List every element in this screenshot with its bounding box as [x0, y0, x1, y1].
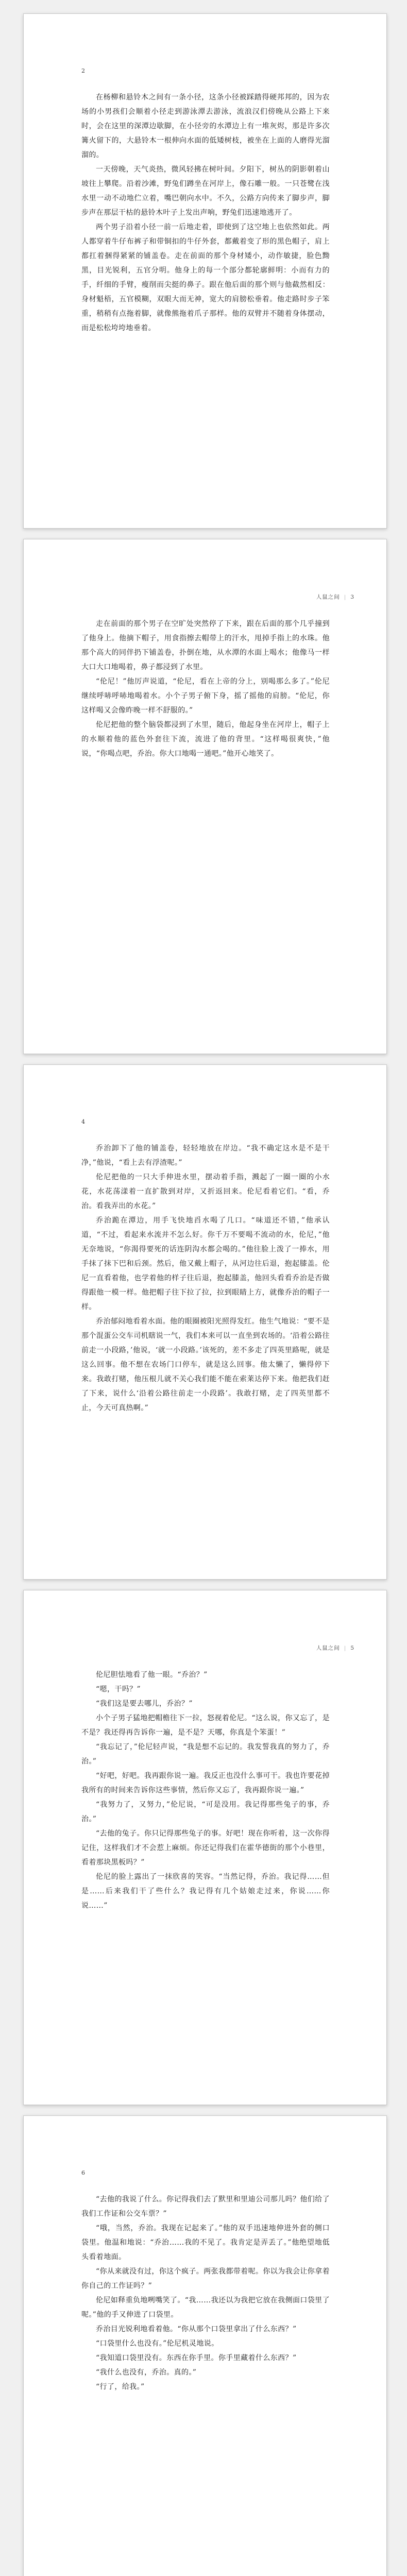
paragraph: 一天傍晚，天气炎热，微风轻拂在树叶间。夕阳下，树丛的阴影朝着山坡往上攀爬。沿着沙滩，野兔们蹲坐在河岸上，像石雕一般。一只苍鹭在浅水里一动不动地伫立着，嘴巴朝向水中。不久，公路方向传来了脚步声，脚步声在那层干枯的悬铃木叶子上发出声响，野兔们迅速地逃开了。: [81, 165, 330, 217]
running-header: 人鼠之间 | 3: [316, 594, 354, 600]
paragraph: “行了，给我。”: [96, 2383, 145, 2391]
page-number: 2: [81, 67, 85, 74]
paragraph: 乔治卸下了他的铺盖卷，轻轻地放在岸边。“我不确定这水是不是干净，”他说，“看上去有浮渣呢。”: [81, 1144, 330, 1167]
paragraph: 伦尼把他的一只大手伸进水里，摆动着手指，溅起了一圈一圈的小水花，水花荡漾着一直扩散到对岸，又折返回来。伦尼看着它们。“看，乔治。看我弄出的水花。”: [81, 1173, 330, 1210]
paragraph: 乔治目光锐利地看着他。“你从那个口袋里拿出了什么东西？”: [96, 2325, 297, 2333]
page-number: 4: [81, 1118, 85, 1125]
book-page-4: [23, 1590, 387, 2105]
paragraph: 伦尼把他的整个脑袋都浸到了水里，随后，他起身坐在河岸上，帽子上的水顺着他的蓝色外套往下流，流进了他的背里。“这样喝很爽快，”他说，“你喝点吧，乔治。你大口地喝一通吧。”他开心地笑了。: [81, 721, 330, 758]
paragraph: “我忘记了，”伦尼轻声说，“我是想不忘记的。我发誓我真的努力了，乔治。”: [81, 1743, 330, 1766]
paragraph: “哦，当然，乔治。我现在记起来了。”他的双手迅速地伸进外套的侧口袋里。他温和地说：“乔治……我的不见了。我肯定是弄丢了。”他绝望地低头看着地面。: [81, 2224, 330, 2261]
paragraph: 乔治郁闷地看着水面。他的眼圈被阳光照得发红。他生气地说：“要不是那个混蛋公交车司机瞎说一气，我们本来可以一直坐到农场的。‘沿着公路往前走一小段路，’他说，‘就一小段路。’该死的，差不多走了四英里路呢，就是这么回事。他不想在农场门口停车，就是这么回事。他太懒了，懒得停下来。我敢打赌，他压根儿就不关心我们能不能在索莱达停下来。他把我们赶了下来，说什么‘沿着公路往前走一小段路’。我敢打赌，走了四英里都不止，今天可真热啊。”: [81, 1317, 330, 1412]
paragraph: “我努力了，又努力，”伦尼说，“可是没用。我记得那些兔子的事，乔治。”: [81, 1801, 330, 1823]
paragraph: “好吧，好吧。我再跟你说一遍。我反正也没什么事可干。我也许要花掉我所有的时间来告诉你这些事情，然后你又忘了，我再跟你说一遍。”: [81, 1772, 330, 1794]
book-page-1: [23, 13, 387, 529]
paragraph: 两个男子沿着小径一前一后地走着，即使到了这空地上也依然如此。两人都穿着牛仔布裤子和带铜扣的牛仔外套，都戴着变了形的黑色帽子，肩上都扛着捆得紧紧的铺盖卷。走在前面的那个身材矮小，动作敏捷，脸色黝黑，目光锐利，五官分明。他身上的每一个部分都轮廓鲜明：小而有力的手，纤细的手臂，瘦削而尖挺的鼻子。跟在他后面的那个则与他截然相反：身材魁梧，五官模糊，双眼大而无神，宽大的肩膀松垂着。他走路时步子笨重，稍稍有点拖着脚，就像熊拖着爪子那样。他的双臂并不随着身体摆动，而是松松垮垮地垂着。: [81, 223, 330, 332]
paragraph: “我知道口袋里没有。东西在你手里。你手里藏着什么东西？”: [96, 2354, 297, 2362]
paragraph: 乔治跪在潭边，用手飞快地舀水喝了几口。“味道还不错，”他承认道，“不过，看起来水流并不怎么好。你千万不要喝不流动的水，伦尼，”他无奈地说，“你渴得要死的话连阴沟水都会喝的。”他往脸上泼了一捧水，用手抹了抹下巴和后颈。然后，他又戴上帽子，从河边往后退，抱起膝盖。伦尼一直看着他，也学着他的样子往后退，抱起膝盖，他回头看看乔治是否做得跟他一模一样。他把帽子往下拉了拉，拉到眼睛上方，就像乔治的帽子一样。: [81, 1216, 330, 1311]
page-text: [81, 2192, 330, 2394]
paragraph: 伦尼如释重负地咧嘴笑了。“我……我还以为我把它放在我侧面口袋里了呢。”他的手又伸进了口袋里。: [81, 2296, 330, 2319]
paragraph: 伦尼的脸上露出了一抹欣喜的笑容。“当然记得，乔治。我记得……但是……后来我们干了些什么？我记得有几个姑娘走过来，你说……你说……”: [81, 1873, 330, 1910]
running-header: 人鼠之间 | 5: [316, 1645, 354, 1651]
paragraph: 伦尼胆怯地看了他一眼。“乔治？”: [96, 1671, 208, 1679]
page-number: 5: [350, 1645, 354, 1651]
paragraph: 走在前面的那个男子在空旷处突然停了下来，跟在后面的那个几乎撞到了他身上。他摘下帽子，用食指擦去帽带上的汗水，甩掉手指上的水珠。他那个高大的同伴扔下铺盖卷，扑倒在地，从水潭的水面上喝水；他像马一样大口大口地喝着，鼻子都浸到了水里。: [81, 620, 330, 671]
paragraph: “嗯，干吗？”: [96, 1685, 141, 1693]
running-header-title: 人鼠之间: [316, 1645, 340, 1651]
running-header-title: 人鼠之间: [316, 594, 340, 600]
book-page-2: [23, 539, 387, 1054]
page-text: [81, 1668, 330, 1913]
page-text: [81, 617, 330, 761]
paragraph: “我们这是要去哪儿，乔治？”: [96, 1700, 193, 1708]
paragraph: “伦尼！”他厉声说道，“伦尼，看在上帝的分上，别喝那么多了。”伦尼继续呼哧呼哧地喝着水。小个子男子俯下身，摇了摇他的肩膀。“伦尼，你这样喝又会像昨晚一样不舒服的。”: [81, 677, 330, 715]
book-page-3: [23, 1064, 387, 1580]
paragraph: “去他的兔子。你只记得那些兔子的事。好吧！现在你听着，这一次你得记住，这样我们才不会惹上麻烦。你还记得我们在霍华德街的那个小巷里，看着那块黑板吗？”: [81, 1829, 330, 1867]
paragraph: “去他的我说了什么。你记得我们去了默里和里迪公司那儿吗？他们给了我们工作证和公交车票？”: [81, 2195, 330, 2218]
paragraph: 小个子男子猛地把帽檐往下一拉，怒视着伦尼。“这么说，你又忘了，是不是？我还得再告诉你一遍，是不是？天哪，你真是个笨蛋！”: [81, 1714, 330, 1737]
page-number: 6: [81, 2170, 85, 2176]
paragraph: 在杨柳和悬铃木之间有一条小径，这条小径被踩踏得硬邦邦的，因为农场的小男孩们会顺着小径走到游泳潭去游泳，流浪汉们傍晚从公路上下来时，会在这里的深潭边歇脚，在小径旁的水潭边上有一堆灰烬，那是许多次篝火留下的，大悬铃木一根伸向水面的低矮树枝，被坐在上面的人磨得光溜溜的。: [81, 93, 330, 159]
page-text: [81, 1141, 330, 1415]
book-page-5: [23, 2115, 387, 2576]
page-number: 3: [350, 594, 354, 600]
paragraph: “口袋里什么也没有。”伦尼机灵地说。: [96, 2340, 219, 2348]
paragraph: “你从来就没有过，你这个疯子。两张我都带着呢。你以为我会让你拿着你自己的工作证吗？”: [81, 2267, 330, 2290]
page-text: [81, 90, 330, 335]
paragraph: “我什么也没有，乔治。真的。”: [96, 2368, 197, 2377]
